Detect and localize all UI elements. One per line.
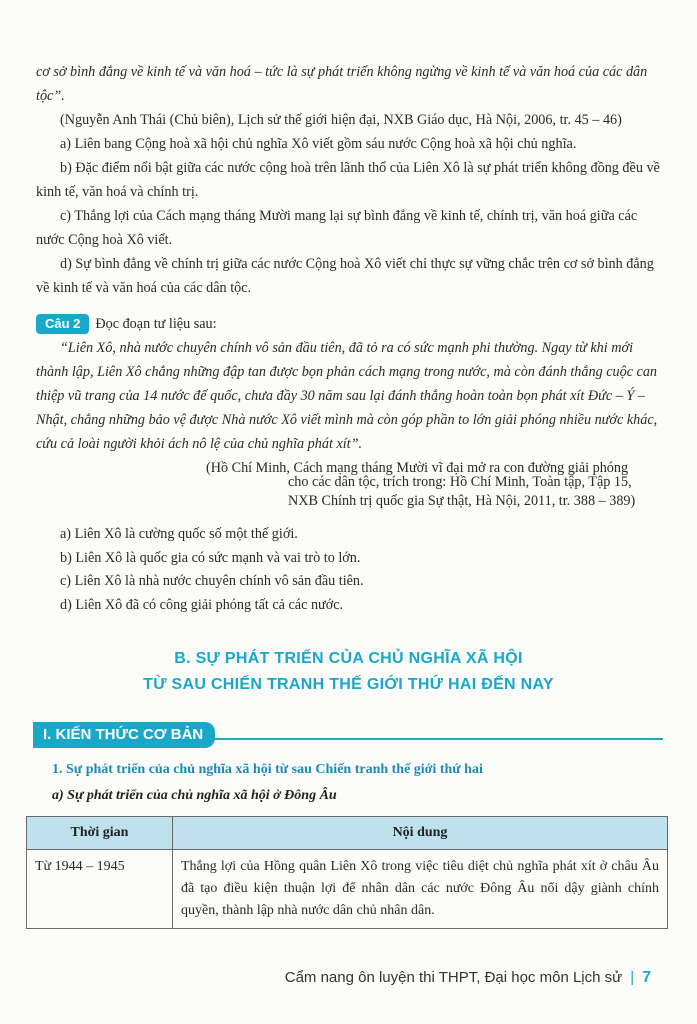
top-quote: cơ sở bình đẳng về kinh tế và văn hoá – tức là sự phát triển không ngừng về kinh tế và văn hoá của các dân tộc”.: [36, 64, 648, 104]
footer: [285, 969, 651, 987]
heading-bar: [33, 722, 663, 748]
subheading-2: a) Sự phát triển của chủ nghĩa xã hội ở Đông Âu: [52, 788, 337, 803]
heading-kien-thuc-co-ban: I. KIẾN THỨC CƠ BẢN: [33, 722, 215, 748]
content-table: [26, 816, 668, 929]
citation-1: (Nguyễn Anh Thái (Chủ biên), Lịch sử thế giới hiện đại, NXB Giáo dục, Hà Nội, 2006, tr. 45 – 46): [60, 112, 622, 128]
table-header-row: [27, 817, 668, 850]
q2-citation-1: (Hồ Chí Minh, Cách mạng tháng Mười vĩ đại mở ra con đường giải phóng: [206, 460, 629, 476]
question-badge: Câu 2: [36, 314, 89, 334]
q2-option-d: d) Liên Xô đã có công giải phóng tất cả các nước.: [60, 597, 344, 613]
q1-option-d: d) Sự bình đẳng về chính trị giữa các nước Cộng hoà Xô viết chỉ thực sự vững chắc trên cơ sở bình đẳng về kinh tế và văn hoá của các dân tộc.: [36, 256, 654, 296]
table-row: [27, 850, 668, 929]
table-header-content: Nội dung: [173, 817, 668, 850]
q2-prompt: Đọc đoạn tư liệu sau:: [95, 316, 217, 332]
q2-citation-3: NXB Chính trị quốc gia Sự thật, Hà Nội, 2011, tr. 388 – 389): [288, 493, 636, 509]
q1-option-c: c) Thắng lợi của Cách mạng tháng Mười mang lại sự bình đẳng về kinh tế, chính trị, văn hoá giữa các nước Cộng hoà Xô viết.: [36, 208, 638, 248]
q2-option-b: b) Liên Xô là quốc gia có sức mạnh và vai trò to lớn.: [60, 550, 361, 566]
q2-quote: “Liên Xô, nhà nước chuyên chính vô sản đầu tiên, đã tỏ ra có sức mạnh phi thường. Ngay từ khi mới thành lập, Liên Xô chẳng những đập tan được bọn phản cách mạng trong nước, mà còn đánh thắng cuộc can thiệp vũ trang của 14 nước đế quốc, chưa đầy 30 năm sau lại đánh thắng hoàn toàn bọn phát xít Đức – Ý – Nhật, chẳng những bảo vệ được Nhà nước Xô viết mình mà còn góp phần to lớn giải phóng nhiều nước khác, cứu cả loài người khỏi ách nô lệ của chủ nghĩa phát xít”.: [36, 340, 658, 452]
table-header-time: Thời gian: [27, 817, 173, 850]
q2-option-a: a) Liên Xô là cường quốc số một thế giới.: [60, 526, 298, 542]
q2-citation-2: cho các dân tộc, trích trong: Hồ Chí Minh, Toàn tập, Tập 15,: [288, 474, 632, 490]
section-b-title-line2: TỪ SAU CHIẾN TRANH THẾ GIỚI THỨ HAI ĐẾN NAY: [143, 676, 554, 693]
footer-separator: |: [630, 969, 635, 986]
q2-option-c: c) Liên Xô là nhà nước chuyên chính vô sản đầu tiên.: [60, 573, 364, 589]
q1-option-a: a) Liên bang Cộng hoà xã hội chủ nghĩa Xô viết gồm sáu nước Cộng hoà xã hội chủ nghĩa.: [60, 136, 577, 152]
q2-prompt-line: [36, 312, 668, 336]
page-number: 7: [642, 969, 651, 986]
table-cell-time: Từ 1944 – 1945: [27, 850, 173, 929]
q1-option-b: b) Đặc điểm nổi bật giữa các nước cộng hoà trên lãnh thổ của Liên Xô là sự phát triển không đồng đều về kinh tế, văn hoá và chính trị.: [36, 160, 660, 200]
subheading-1: 1. Sự phát triển của chủ nghĩa xã hội từ sau Chiến tranh thế giới thứ hai: [52, 762, 483, 777]
table-cell-content: Thắng lợi của Hồng quân Liên Xô trong việc tiêu diệt chủ nghĩa phát xít ở châu Âu đã tạo điều kiện thuận lợi để nhân dân các nước Đông Âu nổi dậy giành chính quyền, thành lập nhà nước dân chủ nhân dân.: [173, 850, 668, 929]
footer-book-title: Cẩm nang ôn luyện thi THPT, Đại học môn Lịch sử: [284, 969, 623, 986]
section-b-title-line1: B. SỰ PHÁT TRIỂN CỦA CHỦ NGHĨA XÃ HỘI: [174, 650, 523, 667]
